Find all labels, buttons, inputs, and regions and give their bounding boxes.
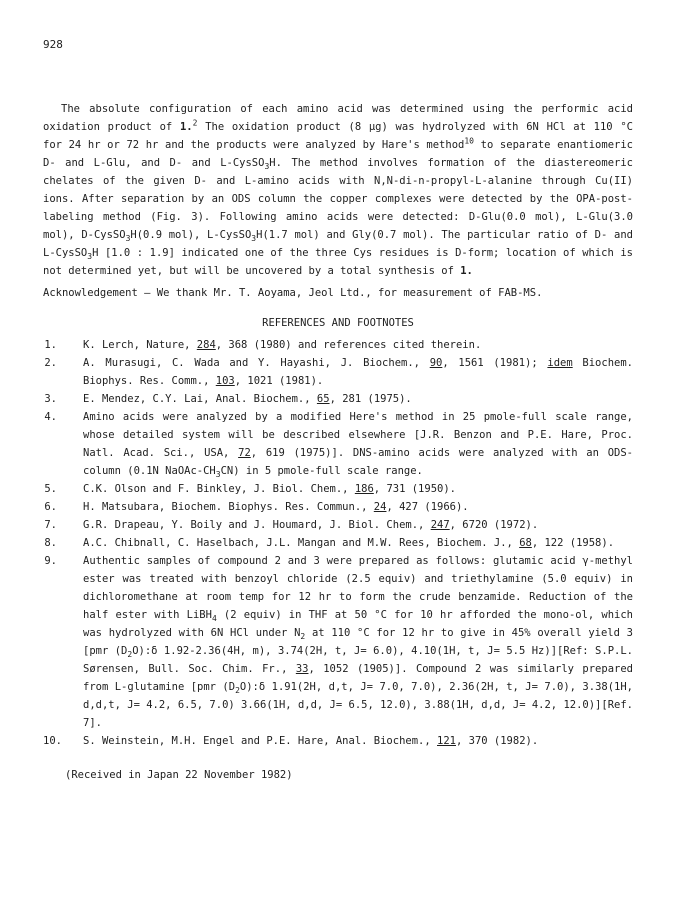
reference-item: 10. S. Weinstein, M.H. Engel and P.E. Hare, Anal. Biochem., 121, 370 (1982). — [43, 735, 539, 747]
reference-item: 1. K. Lerch, Nature, 284, 368 (1980) and references cited therein. — [44, 339, 482, 351]
reference-item: 4. Amino acids were analyzed by a modified Here's method in 25 pmole-full scale range, whose detailed system will be described elsewhere [J.R. Benzon and P.E. Hare, Proc. Natl. Acad. Sci., USA, 72, 619 (1975)]. DNS-amino acids were analyzed with an ODS-column (0.1N NaOAc-$CH_3CN$) in 5 pmole-full scale range. — [44, 411, 633, 480]
reference-item: 6. H. Matsubara, Biochem. Biophys. Res. Commun., 24, 427 (1966). — [44, 501, 469, 513]
reference-item: 3. E. Mendez, C.Y. Lai, Anal. Biochem., 65, 281 (1975). — [44, 393, 412, 405]
reference-item: 8. A.C. Chibnall, C. Haselbach, J.L. Mangan and M.W. Rees, Biochem. J., 68, 122 (1958). — [44, 537, 615, 549]
page-number: 928 — [43, 38, 63, 51]
received-date: (Received in Japan 22 November 1982) — [65, 769, 293, 781]
compound-ref: 1. — [460, 265, 473, 277]
references-heading: REFERENCES AND FOOTNOTES — [262, 317, 414, 329]
reference-item: 7. G.R. Drapeau, Y. Boily and J. Houmard, J. Biol. Chem., 247, 6720 (1972). — [44, 519, 539, 531]
reference-item: 5. C.K. Olson and F. Binkley, J. Biol. Chem., 186, 731 (1950). — [44, 483, 456, 495]
acknowledgement: Acknowledgement — We thank Mr. T. Aoyama, Jeol Ltd., for measurement of FAB-MS. — [43, 287, 543, 299]
reference-list — [43, 336, 633, 750]
paragraph-configuration: The absolute configuration of each amino acid was determined using the performic acid oxidation product of 1.$^2$ The oxidation product (8 µg) was hydrolyzed with 6N HCl at 110 °C for 24 hr or 72 hr and the products were analyzed by Hare's method$^{10}$ to separate enantiomeric D- and L-Glu, and D- and L-CysSO$_3$H. The method involves formation of the diastereomeric chelates of the given D- and L-amino acids with N,N-di-n-propyl-L-alanine through Cu(II) ions. After separation by an ODS column the copper complexes were detected by the OPA-post-labeling method (Fig. 3). Following amino acids were detected: D-Glu(0.0 mol), L-Glu(3.0 mol), D-CysSO$_3$H(0.9 mol), L-CysSO$_3$H(1.7 mol) and Gly(0.7 mol). The particular ratio of D- and L-CysSO$_3$H [1.0 : 1.9] indicated one of the three Cys residues is D-form; location of which is not determined yet, but will be uncovered by a total synthesis of 1. — [43, 103, 633, 277]
reference-item: 2. A. Murasugi, C. Wada and Y. Hayashi, J. Biochem., 90, 1561 (1981); idem Biochem. Biophys. Res. Comm., 103, 1021 (1981). — [44, 357, 633, 387]
compound-ref: 1. — [179, 121, 193, 133]
reference-item: 9. Authentic samples of compound 2 and 3 were prepared as follows: glutamic acid γ-methyl ester was treated with benzoyl chloride (2.5 equiv) and triethylamine (5.0 equiv) in dichloromethane at room temp for 12 hr to form the crude benzamide. Reduction of the half ester with LiBH$_4$ (2 equiv) in THF at 50 °C for 10 hr afforded the mono-ol, which was hydrolyzed with 6N HCl under $N_2$ at 110 °C for 12 hr to give in 45% overall yield 3 [pmr $(D_2O):\delta$ 1.92-2.36(4H, m), 3.74(2H, t, J= 6.0), 4.10(1H, t, J= 5.5 Hz)][Ref: S.P.L. Sørensen, Bull. Soc. Chim. Fr., 33, 1052 (1905)]. Compound 2 was similarly prepared from L-glutamine [pmr $(D_2O):\delta$ 1.91(2H, d,t, J= 7.0, 7.0), 2.36(2H, t, J= 7.0), 3.38(1H, d,d,t, J= 4.2, 6.5, 7.0) 3.66(1H, d,d, J= 6.5, 12.0), 3.88(1H, d,d, J= 4.2, 12.0)][Ref. 7]. — [44, 555, 634, 729]
article-body — [43, 100, 633, 784]
